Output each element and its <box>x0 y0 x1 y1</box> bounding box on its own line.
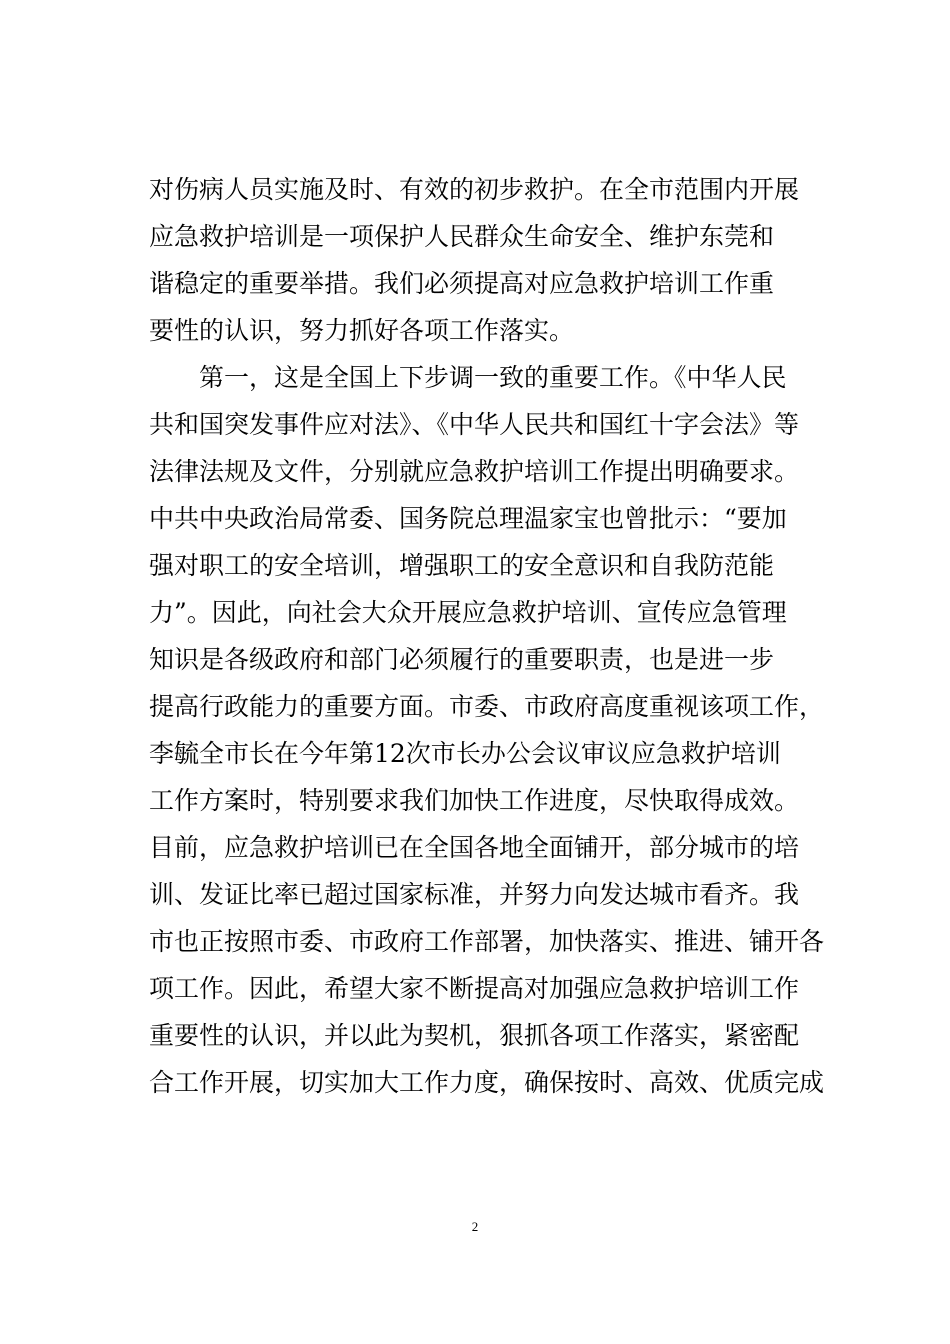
text-line: 共和国突发事件应对法》、《中华人民共和国红十字会法》等 <box>149 410 800 439</box>
text-line: 提高行政能力的重要方面。市委、市政府高度重视该项工作， <box>149 692 825 721</box>
text-line: 合工作开展，切实加大工作力度，确保按时、高效、优质完成 <box>149 1068 825 1097</box>
text-line: 力”。因此，向社会大众开展应急救护培训、宣传应急管理 <box>149 598 787 627</box>
text-line: 要性的认识，努力抓好各项工作落实。 <box>149 316 575 345</box>
paragraph-first-point <box>149 354 825 1106</box>
text-line: 对伤病人员实施及时、有效的初步救护。在全市范围内开展 <box>149 175 800 204</box>
text-line: 目前，应急救护培训已在全国各地全面铺开，部分城市的培 <box>149 833 800 862</box>
text-line: 强对职工的安全培训，增强职工的安全意识和自我防范能 <box>149 551 775 580</box>
text-line: 项工作。因此，希望大家不断提高对加强应急救护培训工作 <box>149 974 800 1003</box>
text-line: 法律法规及文件，分别就应急救护培训工作提出明确要求。 <box>149 457 800 486</box>
text-line: 知识是各级政府和部门必须履行的重要职责，也是进一步 <box>149 645 775 674</box>
page-number: 2 <box>471 1219 479 1234</box>
text-line: 重要性的认识，并以此为契机，狠抓各项工作落实，紧密配 <box>149 1021 800 1050</box>
text-line: 谐稳定的重要举措。我们必须提高对应急救护培训工作重 <box>149 269 775 298</box>
text-line: 训、发证比率已超过国家标准，并努力向发达城市看齐。我 <box>149 880 800 909</box>
text-line: 工作方案时，特别要求我们加快工作进度，尽快取得成效。 <box>149 786 800 815</box>
text-line: 中共中央政治局常委、国务院总理温家宝也曾批示：“要加 <box>149 504 787 533</box>
text-line: 李毓全市长在今年第12次市长办公会议审议应急救护培训 <box>149 739 781 768</box>
text-line: 市也正按照市委、市政府工作部署，加快落实、推进、铺开各 <box>149 927 825 956</box>
body-text <box>149 166 825 1106</box>
text-line: 应急救护培训是一项保护人民群众生命安全、维护东莞和 <box>149 222 775 251</box>
paragraph-continued <box>149 166 809 354</box>
text-line: 第一，这是全国上下步调一致的重要工作。《中华人民 <box>199 363 787 392</box>
